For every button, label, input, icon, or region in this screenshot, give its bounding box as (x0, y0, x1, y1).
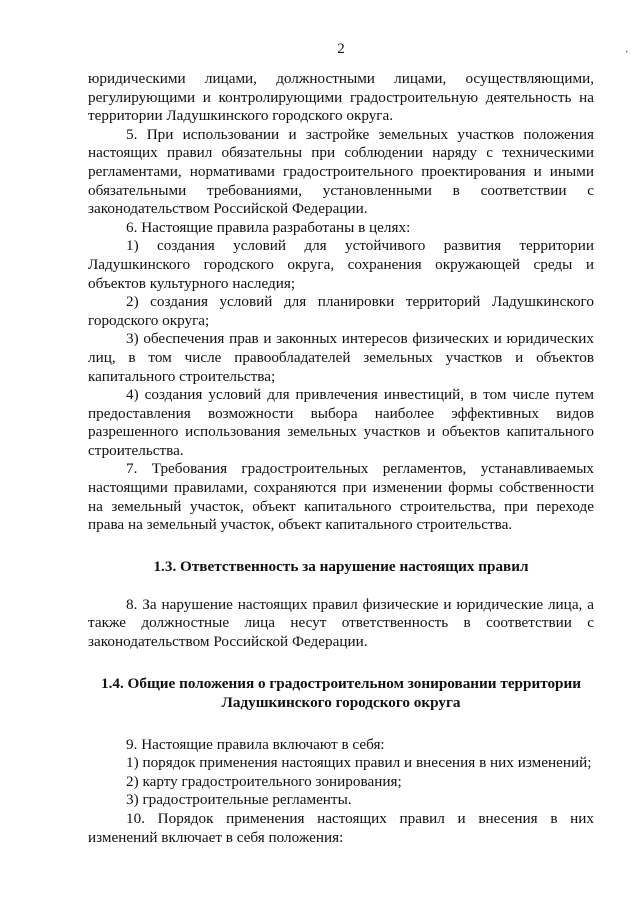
paragraph: 2) карту градостроительного зонирования; (126, 772, 402, 790)
paragraph: 1) создания условий для устойчивого развития территории Ладушкинского городского округа, сохранения окружающей среды и объектов культурного наследия; (88, 237, 594, 292)
paragraph: 5. При использовании и застройке земельных участков положения настоящих правил обязательны при соблюдении наряду с техническими регламентами, нормативами градостроительного проектирования и иными обязательными требованиями, установленными в соответствии с законодательством Российской Федерации. (88, 125, 594, 218)
paragraph: 3) обеспечения прав и законных интересов физических и юридических лиц, в том числе правообладателей земельных участков и объектов капитального строительства; (88, 330, 594, 385)
paragraph: 3) градостроительные регламенты. (126, 791, 352, 809)
paragraph: юридическими лицами, должностными лицами, осуществляющими, регулирующими и контролирующими градостроительную деятельность на территории Ладушкинского городского округа. (88, 70, 594, 125)
section-heading-1-3: 1.3. Ответственность за нарушение настоящих правил (153, 557, 529, 575)
corner-mark: ٠ (623, 44, 630, 58)
section-heading-1-4-line1: 1.4. Общие положения о градостроительном зонировании территории (100, 674, 582, 692)
paragraph: 2) создания условий для планировки территорий Ладушкинского городского округа; (88, 293, 594, 329)
text-block-bottom (88, 736, 594, 848)
page-number: 2 (337, 41, 345, 57)
paragraph: 7. Требования градостроительных регламентов, устанавливаемых настоящими правилами, сохраняются при изменении формы собственности на земельный участок, объект капитального строительства, при переходе права на земельный участок, объект капитального строительства. (88, 460, 594, 534)
text-block-top (88, 70, 594, 535)
section-heading-1-4 (88, 674, 594, 712)
section-heading-1-4-line2: Ладушкинского городского округа (221, 693, 461, 711)
paragraph: 4) создания условий для привлечения инвестиций, в том числе путем предоставления возможности выбора наиболее эффективных видов разрешенного использования земельных участков и объектов капитального строительства. (88, 386, 594, 459)
paragraph: 9. Настоящие правила включают в себя: (126, 735, 385, 753)
paragraph: 1) порядок применения настоящих правил и внесения в них изменений; (126, 754, 592, 772)
paragraph: 10. Порядок применения настоящих правил и внесения в них изменений включает в себя положения: (88, 810, 594, 846)
text-block-mid (88, 596, 594, 652)
paragraph: 8. За нарушение настоящих правил физические и юридические лица, а также должностные лица несут ответственность в соответствии с законодательством Российской Федерации. (88, 595, 594, 651)
paragraph: 6. Настоящие правила разработаны в целях: (126, 218, 411, 236)
